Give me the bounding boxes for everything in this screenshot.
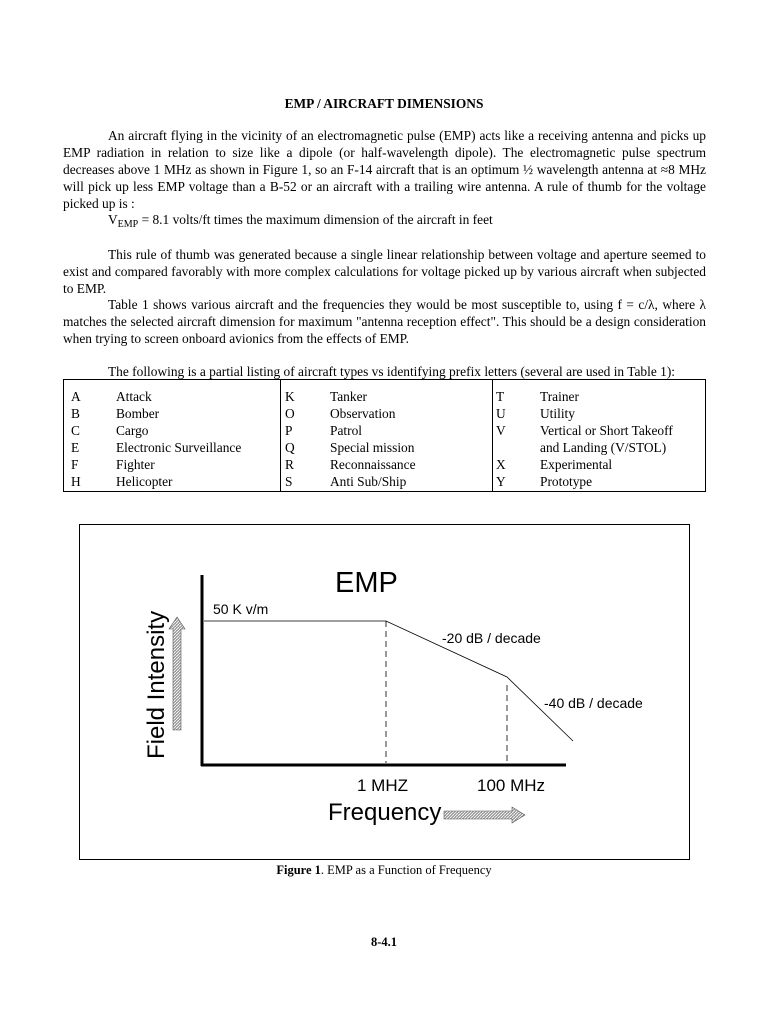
emp-figure [79, 524, 690, 860]
prefix-desc: Vertical or Short Takeoff [540, 423, 673, 438]
prefix-code: O [285, 406, 295, 421]
prefix-desc: Prototype [540, 474, 593, 489]
prefix-desc: Reconnaissance [330, 457, 416, 472]
rule-paragraph-text: This rule of thumb was generated because a single linear relationship between voltage and aperture seemed to exist and compared favorably with more complex calculations for voltage picked up by various aircraft when subjected to EMP. [63, 247, 706, 296]
prefix-code: F [71, 457, 79, 472]
prefix-code: S [285, 474, 293, 489]
prefix-desc: Attack [116, 389, 152, 404]
prefix-row [64, 439, 280, 456]
tick-label-100mhz: 100 MHz [477, 776, 546, 795]
page-number: 8-4.1 [370, 935, 398, 949]
prefix-desc: Bomber [116, 406, 160, 421]
up-arrow-icon [169, 617, 185, 730]
prefix-row [493, 473, 705, 490]
formula-subscript: EMP [117, 219, 139, 230]
prefix-code: E [71, 440, 80, 455]
prefix-desc: Tanker [330, 389, 367, 404]
prefix-row [64, 405, 280, 422]
prefix-desc: Patrol [330, 423, 362, 438]
formula-text: = 8.1 volts/ft times the maximum dimension of the aircraft in feet [138, 212, 493, 227]
prefix-desc: Experimental [540, 457, 613, 472]
prefix-desc: Special mission [330, 440, 415, 455]
prefix-code: C [71, 423, 80, 438]
rule-paragraph [63, 246, 706, 297]
prefix-desc: Fighter [116, 457, 155, 472]
prefix-code: T [496, 389, 505, 404]
formula-symbol: V [108, 212, 118, 227]
slope1-label: -20 dB / decade [442, 630, 541, 646]
prefix-row [493, 388, 705, 405]
caption-label: Figure 1 [276, 863, 321, 877]
prefix-desc: Observation [330, 406, 396, 421]
prefix-code: X [496, 457, 506, 472]
table-reference-paragraph [63, 296, 706, 347]
prefix-column-1 [64, 380, 281, 491]
prefix-desc: Utility [540, 406, 575, 421]
prefix-code: A [71, 389, 81, 404]
figure-caption [0, 862, 768, 879]
voltage-formula [108, 211, 493, 228]
prefix-code: P [285, 423, 293, 438]
y-axis-label: Field Intensity [143, 610, 170, 759]
emp-spectrum-diagram [80, 525, 691, 861]
prefix-column-2 [281, 380, 493, 491]
prefix-code: V [496, 423, 506, 438]
prefix-row [493, 456, 705, 473]
prefix-desc: Cargo [116, 423, 149, 438]
prefix-row [281, 456, 492, 473]
tick-label-1mhz: 1 MHZ [357, 776, 408, 795]
prefix-row [281, 388, 492, 405]
prefix-code: K [285, 389, 295, 404]
prefix-row [281, 473, 492, 490]
prefix-row [64, 473, 280, 490]
intro-paragraph [63, 127, 706, 212]
prefix-row [64, 456, 280, 473]
prefix-desc: Trainer [540, 389, 579, 404]
intro-paragraph-text: An aircraft flying in the vicinity of an electromagnetic pulse (EMP) acts like a receiving antenna and picks up EMP radiation in relation to size like a dipole (or half-wavelength dipole). The electromagnetic pulse spectrum decreases above 1 MHz as shown in Figure 1, so an F-14 aircraft that is an optimum ½ wavelength antenna at ≈8 MHz will pick up less EMP voltage than a B-52 or an aircraft with a trailing wire antenna. A rule of thumb for the voltage picked up is : [63, 128, 706, 211]
prefix-desc: Electronic Surveillance [116, 440, 242, 455]
prefix-row [64, 388, 280, 405]
prefix-row [281, 439, 492, 456]
level-label: 50 K v/m [213, 601, 269, 617]
prefix-column-3 [493, 380, 705, 491]
right-arrow-icon [444, 807, 525, 823]
x-axis-label: Frequency [328, 799, 442, 826]
prefix-row [64, 422, 280, 439]
prefix-code: R [285, 457, 294, 472]
prefix-desc: and Landing (V/STOL) [540, 440, 667, 455]
prefix-row [281, 405, 492, 422]
figure-title: EMP [335, 567, 398, 599]
prefix-code: U [496, 406, 506, 421]
prefix-code: B [71, 406, 80, 421]
prefix-row [493, 422, 705, 439]
prefix-row [493, 405, 705, 422]
prefix-intro-paragraph: The following is a partial listing of aircraft types vs identifying prefix letters (several are used in Table 1): [108, 364, 675, 379]
prefix-code: H [71, 474, 81, 489]
table-reference-paragraph-text: Table 1 shows various aircraft and the frequencies they would be most susceptible to, using f = c/λ, where λ matches the selected aircraft dimension for maximum "antenna reception effect". This should be a design consideration when trying to screen onboard avionics from the effects of EMP. [63, 297, 706, 346]
slope2-label: -40 dB / decade [544, 695, 643, 711]
prefix-desc: Anti Sub/Ship [330, 474, 407, 489]
page-title: EMP / AIRCRAFT DIMENSIONS [284, 96, 484, 111]
prefix-code: Q [285, 440, 295, 455]
prefix-desc: Helicopter [116, 474, 173, 489]
prefix-row [493, 439, 705, 456]
prefix-code: Y [496, 474, 506, 489]
prefix-row [281, 422, 492, 439]
prefix-letter-table [63, 379, 706, 492]
caption-text: . EMP as a Function of Frequency [320, 863, 492, 877]
